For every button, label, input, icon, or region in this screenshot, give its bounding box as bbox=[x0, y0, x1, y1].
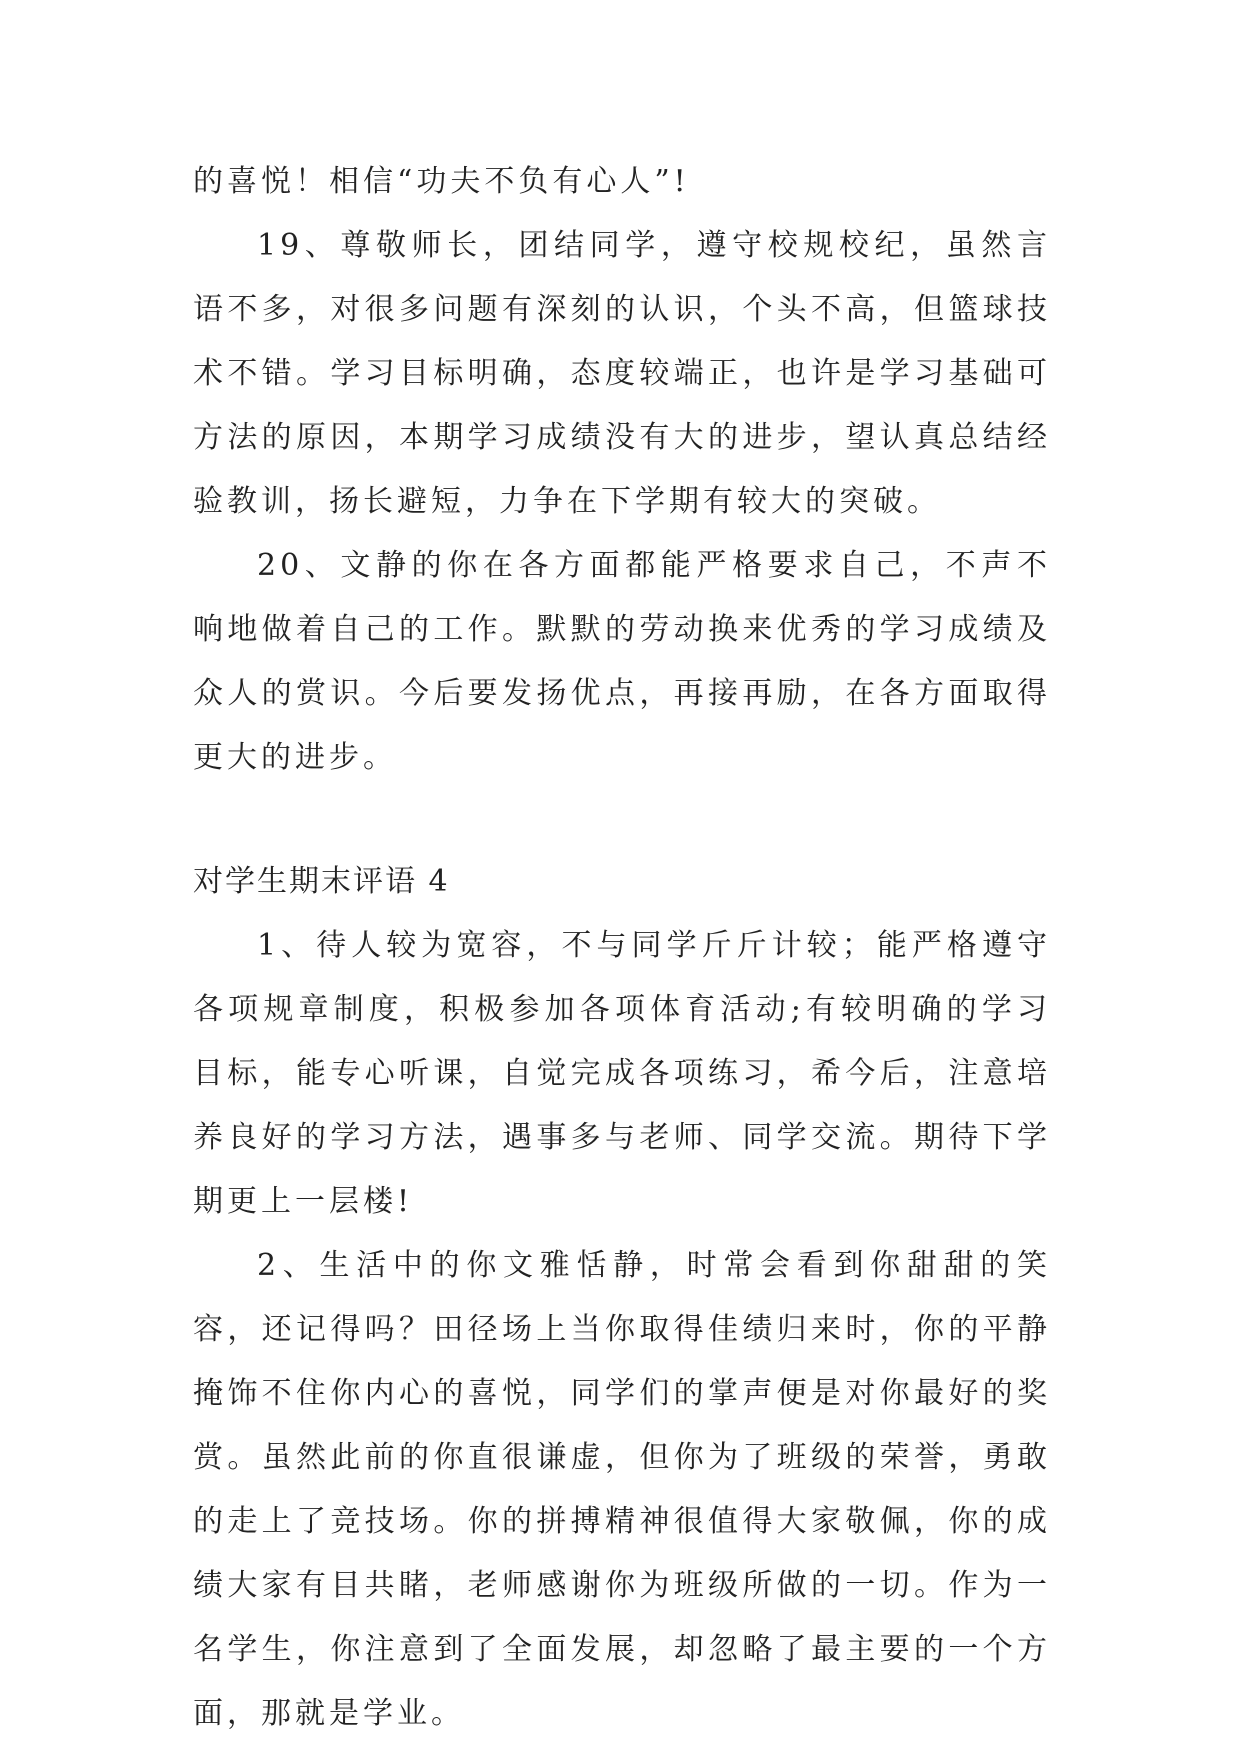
paragraph-comment-19: 19、尊敬师长，团结同学，遵守校规校纪，虽然言语不多，对很多问题有深刻的认识，个头不高，但篮球技术不错。学习目标明确，态度较端正，也许是学习基础可方法的原因，本期学习成绩没有大的进步，望认真总结经验教训，扬长避短，力争在下学期有较大的突破。 bbox=[193, 228, 1051, 519]
paragraph-comment-20: 20、文静的你在各方面都能严格要求自己，不声不响地做着自己的工作。默默的劳动换来优秀的学习成绩及众人的赏识。今后要发扬优点，再接再励，在各方面取得更大的进步。 bbox=[193, 548, 1051, 775]
section-heading: 对学生期末评语 4 bbox=[193, 864, 450, 899]
paragraph-comment-1: 1、待人较为宽容，不与同学斤斤计较；能严格遵守各项规章制度，积极参加各项体育活动;有较明确的学习目标，能专心听课，自觉完成各项练习，希今后，注意培养良好的学习方法，遇事多与老师、同学交流。期待下学期更上一层楼! bbox=[193, 928, 1051, 1219]
document-body bbox=[193, 150, 1051, 1746]
paragraph-continued: 的喜悦！相信“功夫不负有心人”! bbox=[193, 164, 690, 199]
paragraph-comment-2: 2、生活中的你文雅恬静，时常会看到你甜甜的笑容，还记得吗？田径场上当你取得佳绩归来时，你的平静掩饰不住你内心的喜悦，同学们的掌声便是对你最好的奖赏。虽然此前的你直很谦虚，但你为了班级的荣誉，勇敢的走上了竞技场。你的拼搏精神很值得大家敬佩，你的成绩大家有目共睹，老师感谢你为班级所做的一切。作为一名学生，你注意到了全面发展，却忽略了最主要的一个方面，那就是学业。 bbox=[193, 1248, 1051, 1731]
